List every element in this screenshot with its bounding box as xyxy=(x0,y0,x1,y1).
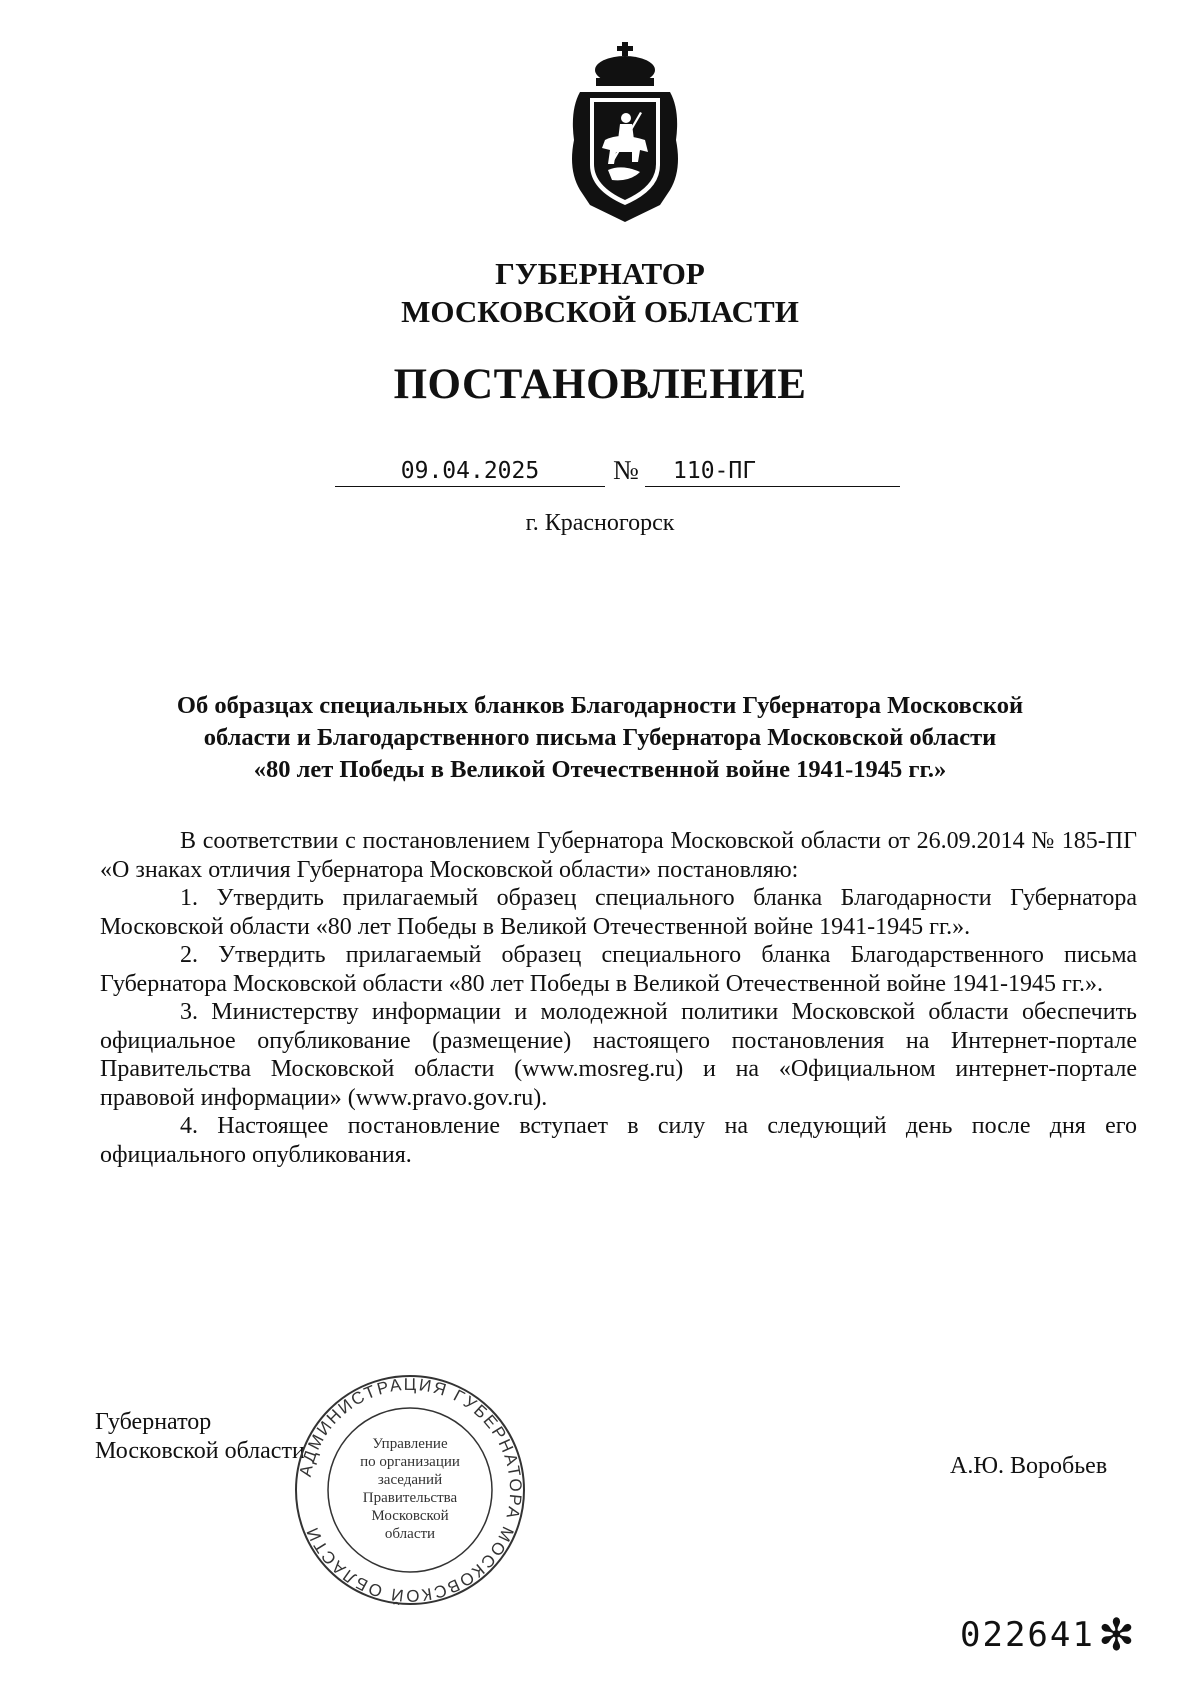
position-line-2: Московской области xyxy=(95,1438,305,1464)
issuing-authority xyxy=(0,255,1200,331)
authority-line-2: МОСКОВСКОЙ ОБЛАСТИ xyxy=(401,294,799,329)
subject-line-3: «80 лет Победы в Великой Отечественной войне 1941-1945 гг.» xyxy=(253,756,947,783)
authority-line-1: ГУБЕРНАТОР xyxy=(495,256,705,291)
issue-city: г. Красногорск xyxy=(525,510,675,536)
decree-item-4: 4. Настоящее постановление вступает в силу на следующий день после дня его официального опубликования. xyxy=(100,1113,1137,1168)
seal-inner-line-3: заседаний xyxy=(377,1472,443,1488)
signatory-name: А.Ю. Воробьев xyxy=(950,1453,1108,1479)
document-number: 110-ПГ xyxy=(645,458,900,487)
number-sign: № xyxy=(613,455,639,485)
signatory-position xyxy=(95,1408,305,1466)
subject-line-1: Об образцах специальных бланков Благодарности Губернатора Московской xyxy=(176,692,1024,719)
position-line-1: Губернатор xyxy=(95,1409,212,1435)
blank-serial-number: 022641 xyxy=(960,1615,1095,1655)
official-seal-stamp xyxy=(290,1370,530,1610)
registration-line xyxy=(335,455,900,494)
document-date: 09.04.2025 xyxy=(335,458,605,487)
coat-of-arms-emblem xyxy=(560,40,690,225)
seal-inner-line-2: по организации xyxy=(360,1454,460,1470)
decree-item-3: 3. Министерству информации и молодежной политики Московской области обеспечить официальное опубликование (размещение) настоящего постановления на Интернет-портале Правительства Московской области (www.mosreg.ru) и на «Официальном интернет-портале правовой информации» (www.pravo.gov.ru). xyxy=(100,999,1137,1111)
decree-item-2: 2. Утвердить прилагаемый образец специального бланка Благодарственного письма Губернатора Московской области «80 лет Победы в Великой Отечественной войне 1941-1945 гг.». xyxy=(100,942,1137,997)
subject-line-2: области и Благодарственного письма Губернатора Московской области xyxy=(203,724,997,751)
document-type-heading: ПОСТАНОВЛЕНИЕ xyxy=(393,361,807,408)
serial-star-icon: ✻ xyxy=(1098,1610,1135,1661)
seal-inner-line-6: области xyxy=(384,1526,436,1542)
seal-inner-line-5: Московской xyxy=(371,1508,449,1524)
seal-inner-line-4: Правительства xyxy=(362,1490,458,1506)
document-subject xyxy=(130,690,1070,786)
preamble-paragraph: В соответствии с постановлением Губернатора Московской области от 26.09.2014 № 185-ПГ «О знаках отличия Губернатора Московской области» постановляю: xyxy=(100,828,1137,883)
seal-outer-text: АДМИНИСТРАЦИЯ ГУБЕРНАТОРА МОСКОВСКОЙ ОБЛАСТИ xyxy=(295,1374,526,1606)
seal-inner-line-1: Управление xyxy=(372,1436,448,1452)
document-body xyxy=(100,827,1137,1169)
decree-item-1: 1. Утвердить прилагаемый образец специального бланка Благодарности Губернатора Московской области «80 лет Победы в Великой Отечественной войне 1941-1945 гг.». xyxy=(100,885,1137,940)
